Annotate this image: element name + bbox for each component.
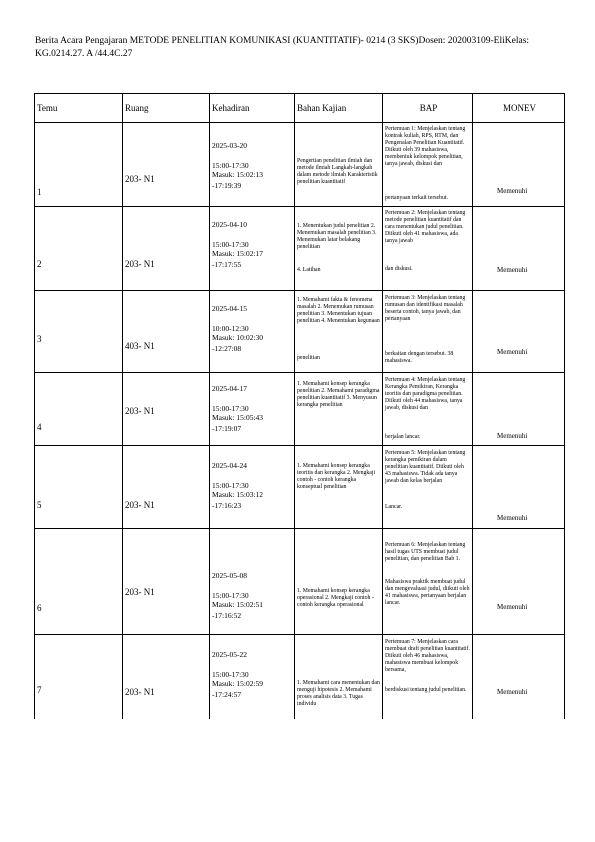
temu-number: 5 — [37, 500, 42, 510]
bahan-kajian-text: 1. Memahami konsep kerangka operasional 2. Mengkaji contoh - contoh kerangka operasional — [297, 588, 374, 608]
ruang-value: 403- N1 — [125, 341, 155, 351]
bap-text-end: berdiskusi tentang judul penelitian. — [385, 687, 467, 693]
bap-text: Pertemuan 6: Menjelaskan tentang hasil tugas UTS membuat judul penelitian, dan penelitian Bab 1. — [385, 542, 466, 562]
bap-text-end: Lancar. — [385, 504, 403, 510]
temu-number: 4 — [37, 422, 42, 432]
kehadiran-keluar: -17:19:07 — [212, 424, 242, 433]
bap-text-end: dan diskusi. — [385, 266, 413, 272]
kehadiran-masuk: Masuk: 15:02:13 — [212, 170, 264, 179]
kehadiran-masuk: Masuk: 10:02:30 — [212, 333, 264, 342]
kehadiran-date: 2025-04-10 — [212, 220, 247, 229]
bap-text-end: berjalan lancar. — [385, 434, 421, 440]
document-header — [35, 35, 565, 61]
bahan-kajian-text-end: 4. Latihan — [297, 267, 321, 273]
ruang-value: 203- N1 — [125, 174, 155, 184]
ruang-value: 203- N1 — [125, 259, 155, 269]
kehadiran-time: 15:00-17:30 — [212, 240, 249, 249]
monev-value: Memenuhi — [497, 514, 528, 522]
bap-text: Pertemuan 7: Menjelaskan cara membuat draft penelitian kuantitatif. Diikuti oleh 46 mahasiswa, mahasiswa membuat kelompok bersama, — [385, 639, 470, 673]
monev-value: Memenuhi — [497, 603, 528, 611]
table-row — [35, 373, 565, 446]
bahan-kajian-text: Pengertian penelitian ilmiah dan metode ilmiah Langkah-langkah dalam metode ilmiah Karakteristik penelitian kuantitatif — [297, 158, 378, 185]
temu-number: 2 — [37, 259, 42, 269]
kehadiran-masuk: Masuk: 15:02:59 — [212, 679, 264, 688]
kehadiran-keluar: -17:19:39 — [212, 181, 242, 190]
header-title-line: Berita Acara Pengajaran METODE PENELITIAN KOMUNIKASI (KUANTITATIF)- 0214 (3 SKS)Dosen: 202003109-EliKelas: — [35, 36, 530, 46]
kehadiran-date: 2025-04-17 — [212, 384, 247, 393]
monev-value: Memenuhi — [497, 688, 528, 696]
bap-table — [34, 93, 565, 719]
table-header-row — [35, 94, 565, 123]
kehadiran-time: 15:00-17:30 — [212, 670, 249, 679]
bap-text: Pertemuan 3: Menjelaskan tentang rumusan dan identifikasi masalah beserta contoh, tanya jawab, dan pertanyaan — [385, 295, 466, 322]
table-row — [35, 123, 565, 207]
col-header-bahan-kajian: Bahan Kajian — [295, 94, 383, 123]
table-row — [35, 635, 565, 719]
col-header-ruang: Ruang — [123, 94, 210, 123]
bahan-kajian-text: 1. Memahami konsep kerangka teoritis dan kerangka 2. Mengkaji contoh - contoh kerangka konseptual penelitian — [297, 463, 376, 490]
monev-value: Memenuhi — [497, 187, 528, 195]
table-row — [35, 291, 565, 373]
ruang-value: 203- N1 — [125, 587, 155, 597]
temu-number: 6 — [37, 603, 42, 613]
ruang-value: 203- N1 — [125, 500, 155, 510]
table-row — [35, 529, 565, 635]
kehadiran-keluar: -12:27:08 — [212, 344, 242, 353]
bap-text-end: berkaitan dengan tersebut. 38 mahasiswa. — [385, 351, 454, 364]
bap-text: Pertemuan 2: Menjelaskan tentang metode penelitian kuantitatif dan cara menentukan judul penelitian. Diikuti oleh 41 mahasiswa, ada tanya jawab — [385, 210, 466, 244]
bap-text: Pertemuan 5: Menjelaskan tentang kerangka pemikiran dalam penelitian kuantitatif. Diikuti oleh 43 mahasiswa. Tidak ada tanya jawab dan kelas berjalan — [385, 450, 466, 484]
kehadiran-keluar: -17:17:55 — [212, 260, 242, 269]
kehadiran-time: 15:00-17:30 — [212, 161, 249, 170]
ruang-value: 203- N1 — [125, 406, 155, 416]
kehadiran-time: 15:00-17:30 — [212, 481, 249, 490]
col-header-kehadiran: Kehadiran — [210, 94, 295, 123]
kehadiran-masuk: Masuk: 15:02:51 — [212, 600, 264, 609]
temu-number: 1 — [37, 187, 42, 197]
bahan-kajian-text: 1. Menentukan judul penelitian 2. Menemukan masalah penelitian 3. Menemukan latar belakang penelitian — [297, 223, 377, 250]
temu-number: 7 — [37, 685, 42, 695]
col-header-temu: Temu — [35, 94, 123, 123]
monev-value: Memenuhi — [497, 348, 528, 356]
kehadiran-masuk: Masuk: 15:05:43 — [212, 413, 264, 422]
kehadiran-date: 2025-03-20 — [212, 141, 247, 150]
header-class-line: KG.0214.27. A /44.4C.27 — [35, 49, 133, 59]
bahan-kajian-text: 1. Memahami konsep kerangka penelitian 2. Memahami paradigma penelitian kuantitatif 3. Menyusun kerangka penelitian — [297, 381, 380, 408]
kehadiran-date: 2025-04-15 — [212, 304, 247, 313]
kehadiran-date: 2025-04-24 — [212, 461, 247, 470]
bahan-kajian-text: 1. Memahami cara menentukan dan menguji hipotesis 2. Memahami proses analisis data 3. Tugas individu — [297, 680, 380, 707]
monev-value: Memenuhi — [497, 266, 528, 274]
col-header-bap: BAP — [383, 94, 473, 123]
bap-text: Pertemuan 1: Menjelaskan tentang kontrak kuliah, RPS, RTM, dan Pengenalan Penelitian Kuantitatif. Diikuti oleh 39 mahasiswa, membentuk kelompok penelitian, tanya jawab, diskusi dan — [385, 126, 466, 167]
bap-text-end: pertanyaan terkait tersebut. — [385, 195, 448, 201]
temu-number: 3 — [37, 334, 42, 344]
bap-text: Pertemuan 4: Menjelaskan tentang Kerangka Pemikiran, Kerangka teoritis dan paradigma penelitian. Diikuti oleh 44 mahasiswa, tanya jawab, diskusi dan — [385, 377, 466, 411]
table-row — [35, 207, 565, 291]
ruang-value: 203- N1 — [125, 687, 155, 697]
monev-value: Memenuhi — [497, 432, 528, 440]
kehadiran-time: 15:00-17:30 — [212, 591, 249, 600]
kehadiran-keluar: -17:16:52 — [212, 611, 242, 620]
table-row — [35, 446, 565, 529]
kehadiran-time: 15:00-17:30 — [212, 404, 249, 413]
kehadiran-keluar: -17:16:23 — [212, 501, 242, 510]
kehadiran-masuk: Masuk: 15:03:12 — [212, 490, 264, 499]
bahan-kajian-text-end: penelitian — [297, 355, 320, 361]
col-header-monev: MONEV — [473, 94, 565, 123]
kehadiran-date: 2025-05-22 — [212, 650, 247, 659]
kehadiran-keluar: -17:24:57 — [212, 690, 242, 699]
bap-text-end: Mahasiswa praktik membuat judul dan mengevaluasi judul, diikuti oleh 41 mahasiswa, pertanyaan berjalan lancar. — [385, 579, 470, 606]
bahan-kajian-text: 1. Memahami fakta & fenomena masalah 2. Menemukan rumusan penelitian 3. Menentukan tujuan penelitian 4. Menentukan kegunaan — [297, 297, 380, 324]
kehadiran-date: 2025-05-08 — [212, 571, 247, 580]
kehadiran-time: 10:00-12:30 — [212, 324, 249, 333]
kehadiran-masuk: Masuk: 15:02:17 — [212, 249, 264, 258]
